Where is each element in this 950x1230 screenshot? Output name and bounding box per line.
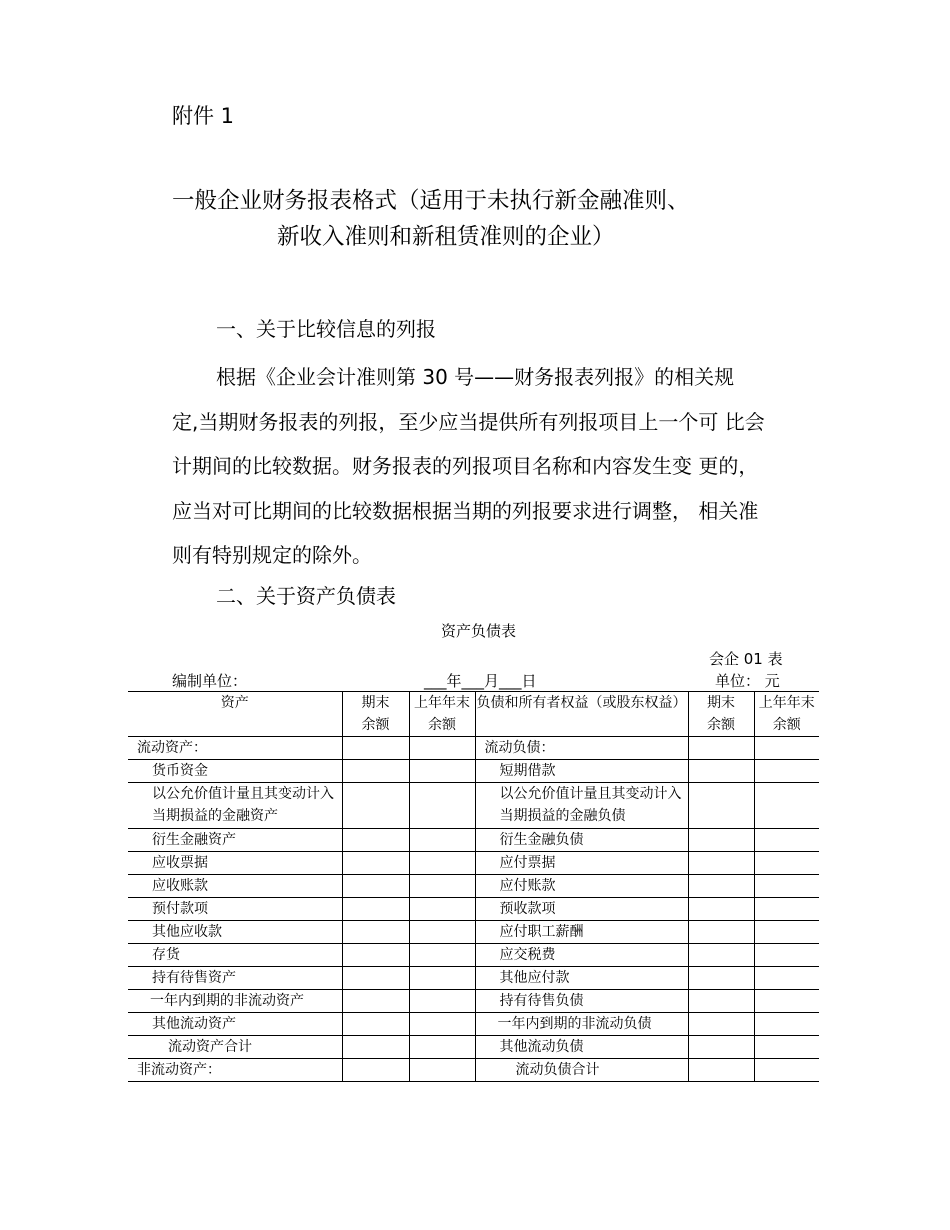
paragraph-line: 则有特别规定的除外。 <box>172 543 372 567</box>
table-row <box>128 1059 819 1082</box>
paragraph-line: 定,当期财务报表的列报，至少应当提供所有列报项目上一个可 比会 <box>172 409 765 434</box>
asset-item: 其他应收款 <box>128 921 342 944</box>
form-number: 会企 01 表 <box>709 650 783 668</box>
document-title <box>172 183 690 255</box>
paragraph-line: 应当对可比期间的比较数据根据当期的列报要求进行调整， 相关准 <box>172 498 759 523</box>
asset-item: 其他流动资产 <box>128 1013 342 1036</box>
section-1-paragraph <box>172 355 782 578</box>
header-prior-year-balance-2: 上年年末 余额 <box>754 692 819 737</box>
table-header-row <box>128 692 819 737</box>
table-row <box>128 990 819 1013</box>
table-row <box>128 760 819 783</box>
section-2-heading: 二、关于资产负债表 <box>216 584 396 608</box>
table-row <box>128 829 819 852</box>
liability-item: 应付票据 <box>475 852 688 875</box>
liability-item: 其他应付款 <box>475 967 688 990</box>
liability-subtotal: 流动负债合计 <box>475 1059 688 1082</box>
header-assets: 资产 <box>128 692 342 737</box>
table-row <box>128 944 819 967</box>
table-row <box>128 898 819 921</box>
attachment-label: 附件 1 <box>172 104 235 128</box>
asset-item: 存货 <box>128 944 342 967</box>
asset-item: 流动资产： <box>128 737 342 760</box>
asset-item: 一年内到期的非流动资产 <box>128 990 342 1013</box>
title-line-1: 一般企业财务报表格式（适用于未执行新金融准则、 <box>172 188 690 214</box>
liability-item: 衍生金融负债 <box>475 829 688 852</box>
report-date: ___年___月___日 <box>424 672 537 690</box>
paragraph-line: 根据《企业会计准则第 30 号——财务报表列报》的相关规 <box>216 365 735 389</box>
asset-item: 持有待售资产 <box>128 967 342 990</box>
paragraph-line: 计期间的比较数据。财务报表的列报项目名称和内容发生变 更的， <box>172 454 759 478</box>
asset-item: 预付款项 <box>128 898 342 921</box>
liability-item: 持有待售负债 <box>475 990 688 1013</box>
table-row <box>128 1036 819 1059</box>
table-row <box>128 737 819 760</box>
asset-subtotal: 流动资产合计 <box>128 1036 342 1059</box>
asset-item: 以公允价值计量且其变动计入 当期损益的金融资产 <box>128 783 342 829</box>
currency-unit: 单位： 元 <box>715 672 780 690</box>
liability-item: 应交税费 <box>475 944 688 967</box>
header-prior-year-balance: 上年年末 余额 <box>409 692 475 737</box>
header-liabilities-equity: 负债和所有者权益（或股东权益） <box>475 692 688 737</box>
liability-item: 预收款项 <box>475 898 688 921</box>
prepared-by-label: 编制单位： <box>172 672 248 690</box>
liability-item: 应付职工薪酬 <box>475 921 688 944</box>
asset-item: 货币资金 <box>128 760 342 783</box>
liability-item: 应付账款 <box>475 875 688 898</box>
asset-item: 衍生金融资产 <box>128 829 342 852</box>
table-row <box>128 921 819 944</box>
header-closing-balance-2: 期末 余额 <box>688 692 754 737</box>
liability-item: 流动负债： <box>475 737 688 760</box>
asset-item: 非流动资产： <box>128 1059 342 1082</box>
asset-item: 应收账款 <box>128 875 342 898</box>
balance-sheet-table <box>128 691 819 1082</box>
header-closing-balance: 期末 余额 <box>342 692 409 737</box>
liability-item: 一年内到期的非流动负债 <box>475 1013 688 1036</box>
table-meta-line <box>172 670 802 690</box>
table-row <box>128 967 819 990</box>
title-line-2: 新收入准则和新租赁准则的企业） <box>277 224 615 250</box>
section-1-heading: 一、关于比较信息的列报 <box>216 317 436 341</box>
table-row <box>128 852 819 875</box>
asset-item: 应收票据 <box>128 852 342 875</box>
liability-item: 其他流动负债 <box>475 1036 688 1059</box>
table-row <box>128 1013 819 1036</box>
table-title: 资产负债表 <box>441 622 517 640</box>
table-row <box>128 783 819 829</box>
liability-item: 短期借款 <box>475 760 688 783</box>
table-row <box>128 875 819 898</box>
liability-item: 以公允价值计量且其变动计入 当期损益的金融负债 <box>475 783 688 829</box>
